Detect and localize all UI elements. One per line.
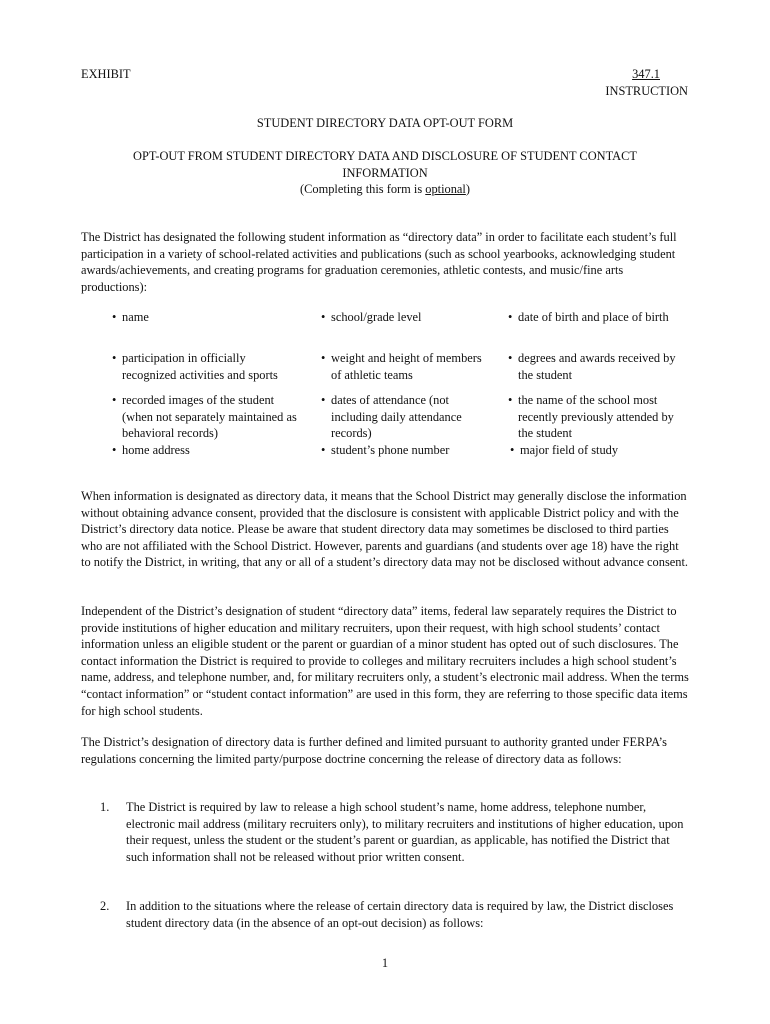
directory-item: • weight and height of members of athletic teams	[321, 351, 482, 382]
page-number: 1	[381, 956, 389, 970]
bullet-icon: •	[112, 310, 117, 324]
directory-item: • major field of study	[510, 443, 619, 457]
directory-item: • school/grade level	[321, 310, 422, 324]
bullet-icon: •	[508, 393, 513, 407]
bullet-icon: •	[321, 393, 326, 407]
intro-paragraph: The District has designated the following student information as “directory data” in order to facilitate each student’s full participation in a variety of school-related activities and publications (such as school yearbooks, acknowledging student awards/achievements, and creating programs for graduation ceremonies, athletic contests, and music/fine arts productions):	[81, 230, 677, 294]
bullet-icon: •	[508, 351, 513, 365]
bullet-icon: •	[112, 393, 117, 407]
directory-item: • dates of attendance (not including daily attendance records)	[321, 393, 462, 441]
bullet-icon: •	[321, 310, 326, 324]
directory-item: • name	[112, 310, 149, 324]
optional-suffix: )	[465, 182, 471, 197]
subtitle-line-1: OPT-OUT FROM STUDENT DIRECTORY DATA AND DISCLOSURE OF STUDENT CONTACT	[133, 149, 637, 163]
directory-data-paragraph: When information is designated as directory data, it means that the School District may generally disclose the information without obtaining advance consent, provided that the disclosure is consistent with applicable District policy and with the District’s directory data notice. Please be aware that student directory data may sometimes be disclosed to third parties who are not affiliated with the School District. However, parents and guardians (and students over age 18) have the right to notify the District, in writing, that any or all of a student’s directory data may not be disclosed without advance consent.	[81, 489, 688, 570]
header-right	[604, 66, 688, 99]
policy-code: 347.1	[632, 67, 660, 81]
directory-item: • date of birth and place of birth	[508, 310, 669, 324]
exhibit-label: EXHIBIT	[81, 67, 131, 81]
list-item	[100, 898, 690, 931]
bullet-icon: •	[112, 443, 117, 457]
directory-item: • participation in officially recognized activities and sports	[112, 351, 278, 382]
list-item	[100, 799, 690, 865]
list-text: The District is required by law to release a high school student’s name, home address, telephone number, electronic mail address (military recruiters only), to military recruiters and institutions of higher education, upon their request, unless the student or the student’s parent or guardian, as applicable, has notified the District that such information shall not be released without prior written consent.	[126, 800, 684, 864]
bullet-icon: •	[112, 351, 117, 365]
form-title: STUDENT DIRECTORY DATA OPT-OUT FORM	[256, 116, 514, 130]
optional-prefix: (Completing this form is	[299, 182, 426, 197]
directory-item: • student’s phone number	[321, 443, 450, 457]
list-text: In addition to the situations where the release of certain directory data is required by law, the District discloses student directory data (in the absence of an opt-out decision) as follows:	[126, 899, 674, 930]
bullet-icon: •	[321, 351, 326, 365]
directory-item: • the name of the school most recently previously attended by the student	[508, 393, 674, 441]
bullet-icon: •	[321, 443, 326, 457]
bullet-icon: •	[508, 310, 513, 324]
subtitle-line-2: INFORMATION	[342, 165, 428, 180]
list-number: 2.	[100, 899, 110, 913]
optional-note	[90, 181, 680, 198]
form-subtitle	[90, 148, 680, 198]
contact-information-paragraph: Independent of the District’s designation of student “directory data” items, federal law separately requires the District to provide institutions of higher education and military recruiters, upon their request, with high school students’ contact information unless an eligible student or the parent or guardian of a minor student has opted out of such disclosures. The contact information the District is required to provide to colleges and military recruiters includes a high school student’s name, address, and telephone number, and, for military recruiters only, a student’s electronic mail address. When the terms “contact information” or “student contact information” are used in this form, they are referring to those specific data items for high school students.	[81, 604, 689, 718]
directory-item: • recorded images of the student (when not separately maintained as behavioral records)	[112, 393, 297, 441]
ferpa-paragraph: The District’s designation of directory data is further defined and limited pursuant to authority granted under FERPA’s regulations concerning the limited party/purpose doctrine concerning the release of directory data as follows:	[81, 735, 667, 766]
bullet-icon: •	[510, 443, 515, 457]
list-number: 1.	[100, 800, 110, 814]
directory-item: • home address	[112, 443, 190, 457]
directory-item: • degrees and awards received by the student	[508, 351, 676, 382]
document-type: INSTRUCTION	[605, 83, 688, 98]
optional-word: optional	[425, 182, 466, 197]
